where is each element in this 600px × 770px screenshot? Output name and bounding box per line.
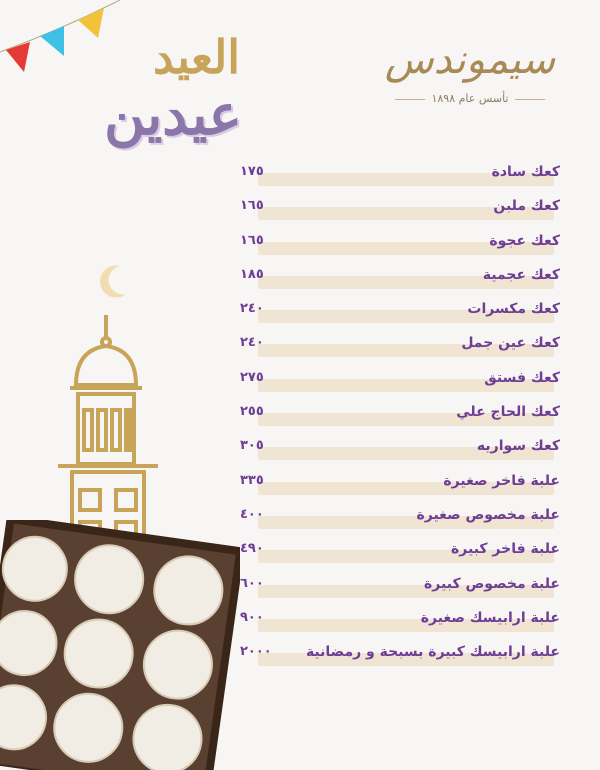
item-name: علبة مخصوص كبيرة	[424, 575, 560, 592]
item-name: كعك مكسرات	[467, 301, 560, 318]
list-item	[236, 231, 566, 265]
list-item	[236, 368, 566, 402]
item-price: ٢٠٠٠	[240, 644, 272, 660]
eid-headline	[30, 20, 250, 170]
mosque-minaret-icon	[40, 260, 180, 560]
list-item	[236, 471, 566, 505]
item-price: ٤٩٠	[240, 541, 264, 557]
list-item	[236, 162, 566, 196]
item-name: كعك سواريه	[476, 438, 560, 455]
item-name: علبة فاخر كبيرة	[451, 541, 560, 558]
item-name: علبة ارابيسك صغيرة	[420, 609, 560, 626]
list-item	[236, 642, 566, 676]
item-price: ٣٠٥	[240, 438, 264, 454]
list-item	[236, 574, 566, 608]
list-item	[236, 299, 566, 333]
divider	[515, 99, 545, 100]
item-name: كعك عجمية	[482, 266, 560, 283]
headline-line2: عيدين	[104, 82, 242, 148]
item-name: كعك سادة	[491, 164, 560, 180]
item-name: كعك عجوة	[489, 232, 560, 249]
brand-tagline: تأسس عام ١٨٩٨	[431, 92, 509, 105]
item-price: ٦٠٠	[240, 575, 264, 591]
item-price: ٤٠٠	[240, 506, 264, 522]
item-price: ١٦٥	[240, 232, 264, 248]
list-item	[236, 402, 566, 436]
item-price: ٢٧٥	[240, 369, 264, 385]
flag-red-icon	[6, 42, 30, 72]
item-name: علبة فاخر صغيرة	[443, 472, 560, 489]
item-price: ٩٠٠	[240, 609, 264, 625]
headline-line1: العيد	[152, 30, 240, 84]
list-item	[236, 505, 566, 539]
list-item	[236, 436, 566, 470]
brand-tagline-row	[380, 92, 560, 105]
item-price: ١٨٥	[240, 266, 264, 282]
list-item	[236, 539, 566, 573]
item-price: ١٧٥	[240, 164, 264, 179]
item-name: علبة ارابيسك كبيرة بسبحة و رمضانية	[305, 644, 560, 661]
list-item	[236, 265, 566, 299]
item-name: كعك فستق	[484, 369, 560, 386]
item-name: كعك عين جمل	[461, 335, 560, 352]
brand-logo	[380, 32, 560, 105]
crescent-icon	[100, 265, 126, 297]
item-name: كعك ملبن	[493, 198, 560, 215]
item-name: علبة مخصوص صغيرة	[416, 506, 560, 523]
item-price: ٢٤٠	[240, 335, 264, 351]
item-price: ٢٥٥	[240, 404, 264, 420]
item-price: ١٦٥	[240, 198, 264, 214]
price-list	[236, 162, 566, 676]
brand-name: سيموندس	[384, 37, 556, 83]
list-item	[236, 333, 566, 367]
list-item	[236, 608, 566, 642]
item-name: كعك الحاج علي	[456, 404, 560, 421]
list-item	[236, 196, 566, 230]
item-price: ٢٤٠	[240, 301, 264, 317]
item-price: ٣٣٥	[240, 472, 264, 488]
divider	[395, 99, 425, 100]
kahk-box-image	[0, 520, 240, 770]
